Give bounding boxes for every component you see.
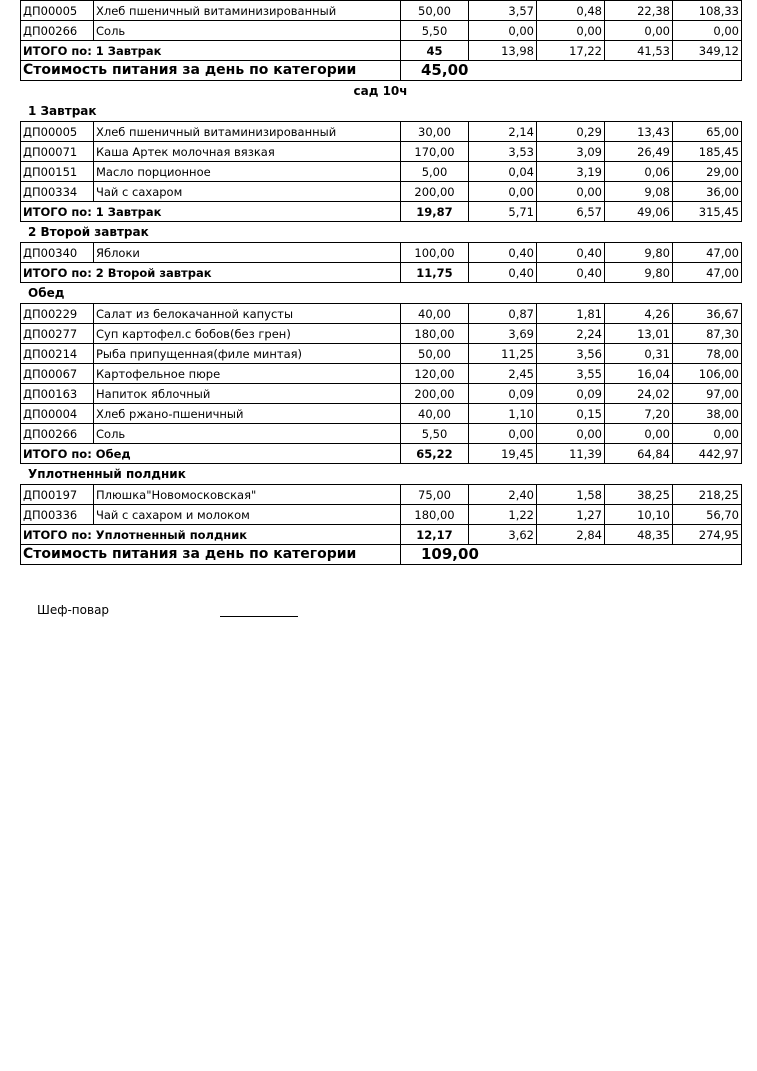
item-value-4: 97,00 [673, 384, 742, 404]
item-value-1: 0,09 [469, 384, 537, 404]
item-value-1: 0,00 [469, 424, 537, 444]
total-value-2: 0,40 [537, 263, 605, 283]
item-qty: 200,00 [401, 384, 469, 404]
item-value-4: 0,00 [673, 424, 742, 444]
table-row [21, 243, 742, 263]
day-total-label: Стоимость питания за день по категории [21, 61, 401, 81]
item-value-3: 16,04 [605, 364, 673, 384]
item-value-4: 0,00 [673, 21, 742, 41]
total-value-2: 2,84 [537, 525, 605, 545]
total-row [21, 263, 742, 283]
item-qty: 5,00 [401, 162, 469, 182]
item-value-1: 3,53 [469, 142, 537, 162]
item-code: ДП00214 [21, 344, 94, 364]
total-label: ИТОГО по: Уплотненный полдник [21, 525, 401, 545]
category-table-breakfast [20, 121, 742, 222]
total-label: ИТОГО по: 1 Завтрак [21, 41, 401, 61]
item-qty: 120,00 [401, 364, 469, 384]
item-code: ДП00071 [21, 142, 94, 162]
item-value-2: 0,00 [537, 424, 605, 444]
item-name: Рыба припущенная(филе минтая) [94, 344, 401, 364]
category-table-second-breakfast [20, 242, 742, 283]
total-value-1: 3,62 [469, 525, 537, 545]
item-name: Хлеб пшеничный витаминизированный [94, 1, 401, 21]
item-value-3: 9,08 [605, 182, 673, 202]
item-value-4: 185,45 [673, 142, 742, 162]
item-value-4: 47,00 [673, 243, 742, 263]
item-qty: 50,00 [401, 344, 469, 364]
item-code: ДП00229 [21, 304, 94, 324]
item-value-2: 0,09 [537, 384, 605, 404]
item-name: Чай с сахаром [94, 182, 401, 202]
item-value-1: 0,04 [469, 162, 537, 182]
item-qty: 75,00 [401, 485, 469, 505]
table-row [21, 304, 742, 324]
item-value-3: 9,80 [605, 243, 673, 263]
item-qty: 100,00 [401, 243, 469, 263]
total-value-1: 5,71 [469, 202, 537, 222]
table-row [21, 21, 742, 41]
table-row [21, 384, 742, 404]
item-value-1: 0,87 [469, 304, 537, 324]
table-row [21, 344, 742, 364]
table-row [21, 1, 742, 21]
item-name: Картофельное пюре [94, 364, 401, 384]
item-value-4: 87,30 [673, 324, 742, 344]
item-value-3: 0,06 [605, 162, 673, 182]
category-title: 1 Завтрак [28, 104, 97, 118]
item-code: ДП00197 [21, 485, 94, 505]
item-value-3: 10,10 [605, 505, 673, 525]
item-name: Салат из белокачанной капусты [94, 304, 401, 324]
item-value-3: 13,43 [605, 122, 673, 142]
total-row [21, 444, 742, 464]
item-name: Хлеб ржано-пшеничный [94, 404, 401, 424]
item-name: Суп картофел.с бобов(без грен) [94, 324, 401, 344]
table-row [21, 404, 742, 424]
item-value-2: 0,00 [537, 21, 605, 41]
item-code: ДП00266 [21, 21, 94, 41]
total-value-4: 315,45 [673, 202, 742, 222]
total-value-3: 49,06 [605, 202, 673, 222]
category-table-lunch [20, 303, 742, 464]
item-value-4: 36,00 [673, 182, 742, 202]
category-title: 2 Второй завтрак [28, 225, 149, 239]
item-name: Чай с сахаром и молоком [94, 505, 401, 525]
top-section-table [20, 0, 742, 81]
total-value-4: 274,95 [673, 525, 742, 545]
total-value-2: 11,39 [537, 444, 605, 464]
item-value-4: 65,00 [673, 122, 742, 142]
item-code: ДП00005 [21, 122, 94, 142]
item-value-2: 3,19 [537, 162, 605, 182]
item-name: Каша Артек молочная вязкая [94, 142, 401, 162]
total-value-3: 48,35 [605, 525, 673, 545]
day-total-row [21, 545, 742, 565]
total-value-3: 64,84 [605, 444, 673, 464]
total-label: ИТОГО по: Обед [21, 444, 401, 464]
table-row [21, 182, 742, 202]
item-qty: 5,50 [401, 424, 469, 444]
item-value-1: 2,45 [469, 364, 537, 384]
menu-report [20, 0, 741, 565]
item-value-2: 3,56 [537, 344, 605, 364]
item-qty: 30,00 [401, 122, 469, 142]
total-label: ИТОГО по: 2 Второй завтрак [21, 263, 401, 283]
item-qty: 40,00 [401, 304, 469, 324]
item-value-4: 29,00 [673, 162, 742, 182]
item-code: ДП00004 [21, 404, 94, 424]
item-qty: 180,00 [401, 324, 469, 344]
item-value-4: 36,67 [673, 304, 742, 324]
total-row [21, 41, 742, 61]
total-value-1: 0,40 [469, 263, 537, 283]
item-name: Напиток яблочный [94, 384, 401, 404]
item-qty: 170,00 [401, 142, 469, 162]
item-value-3: 4,26 [605, 304, 673, 324]
item-value-2: 0,00 [537, 182, 605, 202]
item-value-3: 0,31 [605, 344, 673, 364]
total-value-2: 6,57 [537, 202, 605, 222]
item-value-1: 3,69 [469, 324, 537, 344]
table-row [21, 505, 742, 525]
group-title: сад 10ч [353, 84, 408, 98]
item-value-3: 13,01 [605, 324, 673, 344]
category-title: Уплотненный полдник [28, 467, 186, 481]
item-value-2: 3,09 [537, 142, 605, 162]
total-qty: 11,75 [401, 263, 469, 283]
item-value-3: 7,20 [605, 404, 673, 424]
total-value-1: 13,98 [469, 41, 537, 61]
item-value-1: 11,25 [469, 344, 537, 364]
item-value-2: 1,27 [537, 505, 605, 525]
total-value-3: 41,53 [605, 41, 673, 61]
item-name: Плюшка"Новомосковская" [94, 485, 401, 505]
signature-label: Шеф-повар [37, 603, 110, 617]
total-qty: 19,87 [401, 202, 469, 222]
item-value-4: 56,70 [673, 505, 742, 525]
item-name: Соль [94, 21, 401, 41]
item-value-1: 2,14 [469, 122, 537, 142]
item-value-4: 78,00 [673, 344, 742, 364]
item-value-2: 1,81 [537, 304, 605, 324]
category-table-afternoon-snack [20, 484, 742, 565]
item-value-3: 38,25 [605, 485, 673, 505]
item-code: ДП00067 [21, 364, 94, 384]
total-row [21, 525, 742, 545]
item-value-2: 0,48 [537, 1, 605, 21]
item-qty: 40,00 [401, 404, 469, 424]
item-value-3: 0,00 [605, 21, 673, 41]
item-value-2: 1,58 [537, 485, 605, 505]
item-code: ДП00336 [21, 505, 94, 525]
item-value-1: 0,00 [469, 21, 537, 41]
item-value-1: 1,22 [469, 505, 537, 525]
item-code: ДП00151 [21, 162, 94, 182]
item-qty: 50,00 [401, 1, 469, 21]
day-total-label: Стоимость питания за день по категории [21, 545, 401, 565]
item-name: Соль [94, 424, 401, 444]
item-value-1: 0,00 [469, 182, 537, 202]
item-code: ДП00340 [21, 243, 94, 263]
item-qty: 200,00 [401, 182, 469, 202]
item-value-2: 0,40 [537, 243, 605, 263]
item-value-4: 218,25 [673, 485, 742, 505]
total-qty: 65,22 [401, 444, 469, 464]
total-label: ИТОГО по: 1 Завтрак [21, 202, 401, 222]
item-value-1: 2,40 [469, 485, 537, 505]
item-value-3: 24,02 [605, 384, 673, 404]
day-total-value: 109,00 [401, 545, 742, 565]
table-row [21, 142, 742, 162]
category-title: Обед [28, 286, 65, 300]
item-code: ДП00277 [21, 324, 94, 344]
table-row [21, 485, 742, 505]
table-row [21, 364, 742, 384]
table-row [21, 122, 742, 142]
item-value-2: 2,24 [537, 324, 605, 344]
item-value-1: 3,57 [469, 1, 537, 21]
total-value-4: 47,00 [673, 263, 742, 283]
item-code: ДП00005 [21, 1, 94, 21]
item-value-3: 22,38 [605, 1, 673, 21]
item-name: Масло порционное [94, 162, 401, 182]
item-name: Яблоки [94, 243, 401, 263]
item-value-2: 0,29 [537, 122, 605, 142]
item-value-4: 38,00 [673, 404, 742, 424]
total-value-1: 19,45 [469, 444, 537, 464]
total-qty: 12,17 [401, 525, 469, 545]
total-value-2: 17,22 [537, 41, 605, 61]
item-value-1: 1,10 [469, 404, 537, 424]
total-value-4: 442,97 [673, 444, 742, 464]
total-row [21, 202, 742, 222]
day-total-value: 45,00 [401, 61, 742, 81]
total-value-4: 349,12 [673, 41, 742, 61]
item-qty: 180,00 [401, 505, 469, 525]
total-qty: 45 [401, 41, 469, 61]
item-code: ДП00163 [21, 384, 94, 404]
table-row [21, 424, 742, 444]
table-row [21, 162, 742, 182]
item-value-3: 26,49 [605, 142, 673, 162]
item-code: ДП00266 [21, 424, 94, 444]
item-code: ДП00334 [21, 182, 94, 202]
item-qty: 5,50 [401, 21, 469, 41]
item-value-4: 106,00 [673, 364, 742, 384]
item-value-3: 0,00 [605, 424, 673, 444]
total-value-3: 9,80 [605, 263, 673, 283]
day-total-row [21, 61, 742, 81]
table-row [21, 324, 742, 344]
item-name: Хлеб пшеничный витаминизированный [94, 122, 401, 142]
item-value-4: 108,33 [673, 1, 742, 21]
signature-line [220, 616, 298, 617]
item-value-2: 3,55 [537, 364, 605, 384]
item-value-2: 0,15 [537, 404, 605, 424]
item-value-1: 0,40 [469, 243, 537, 263]
